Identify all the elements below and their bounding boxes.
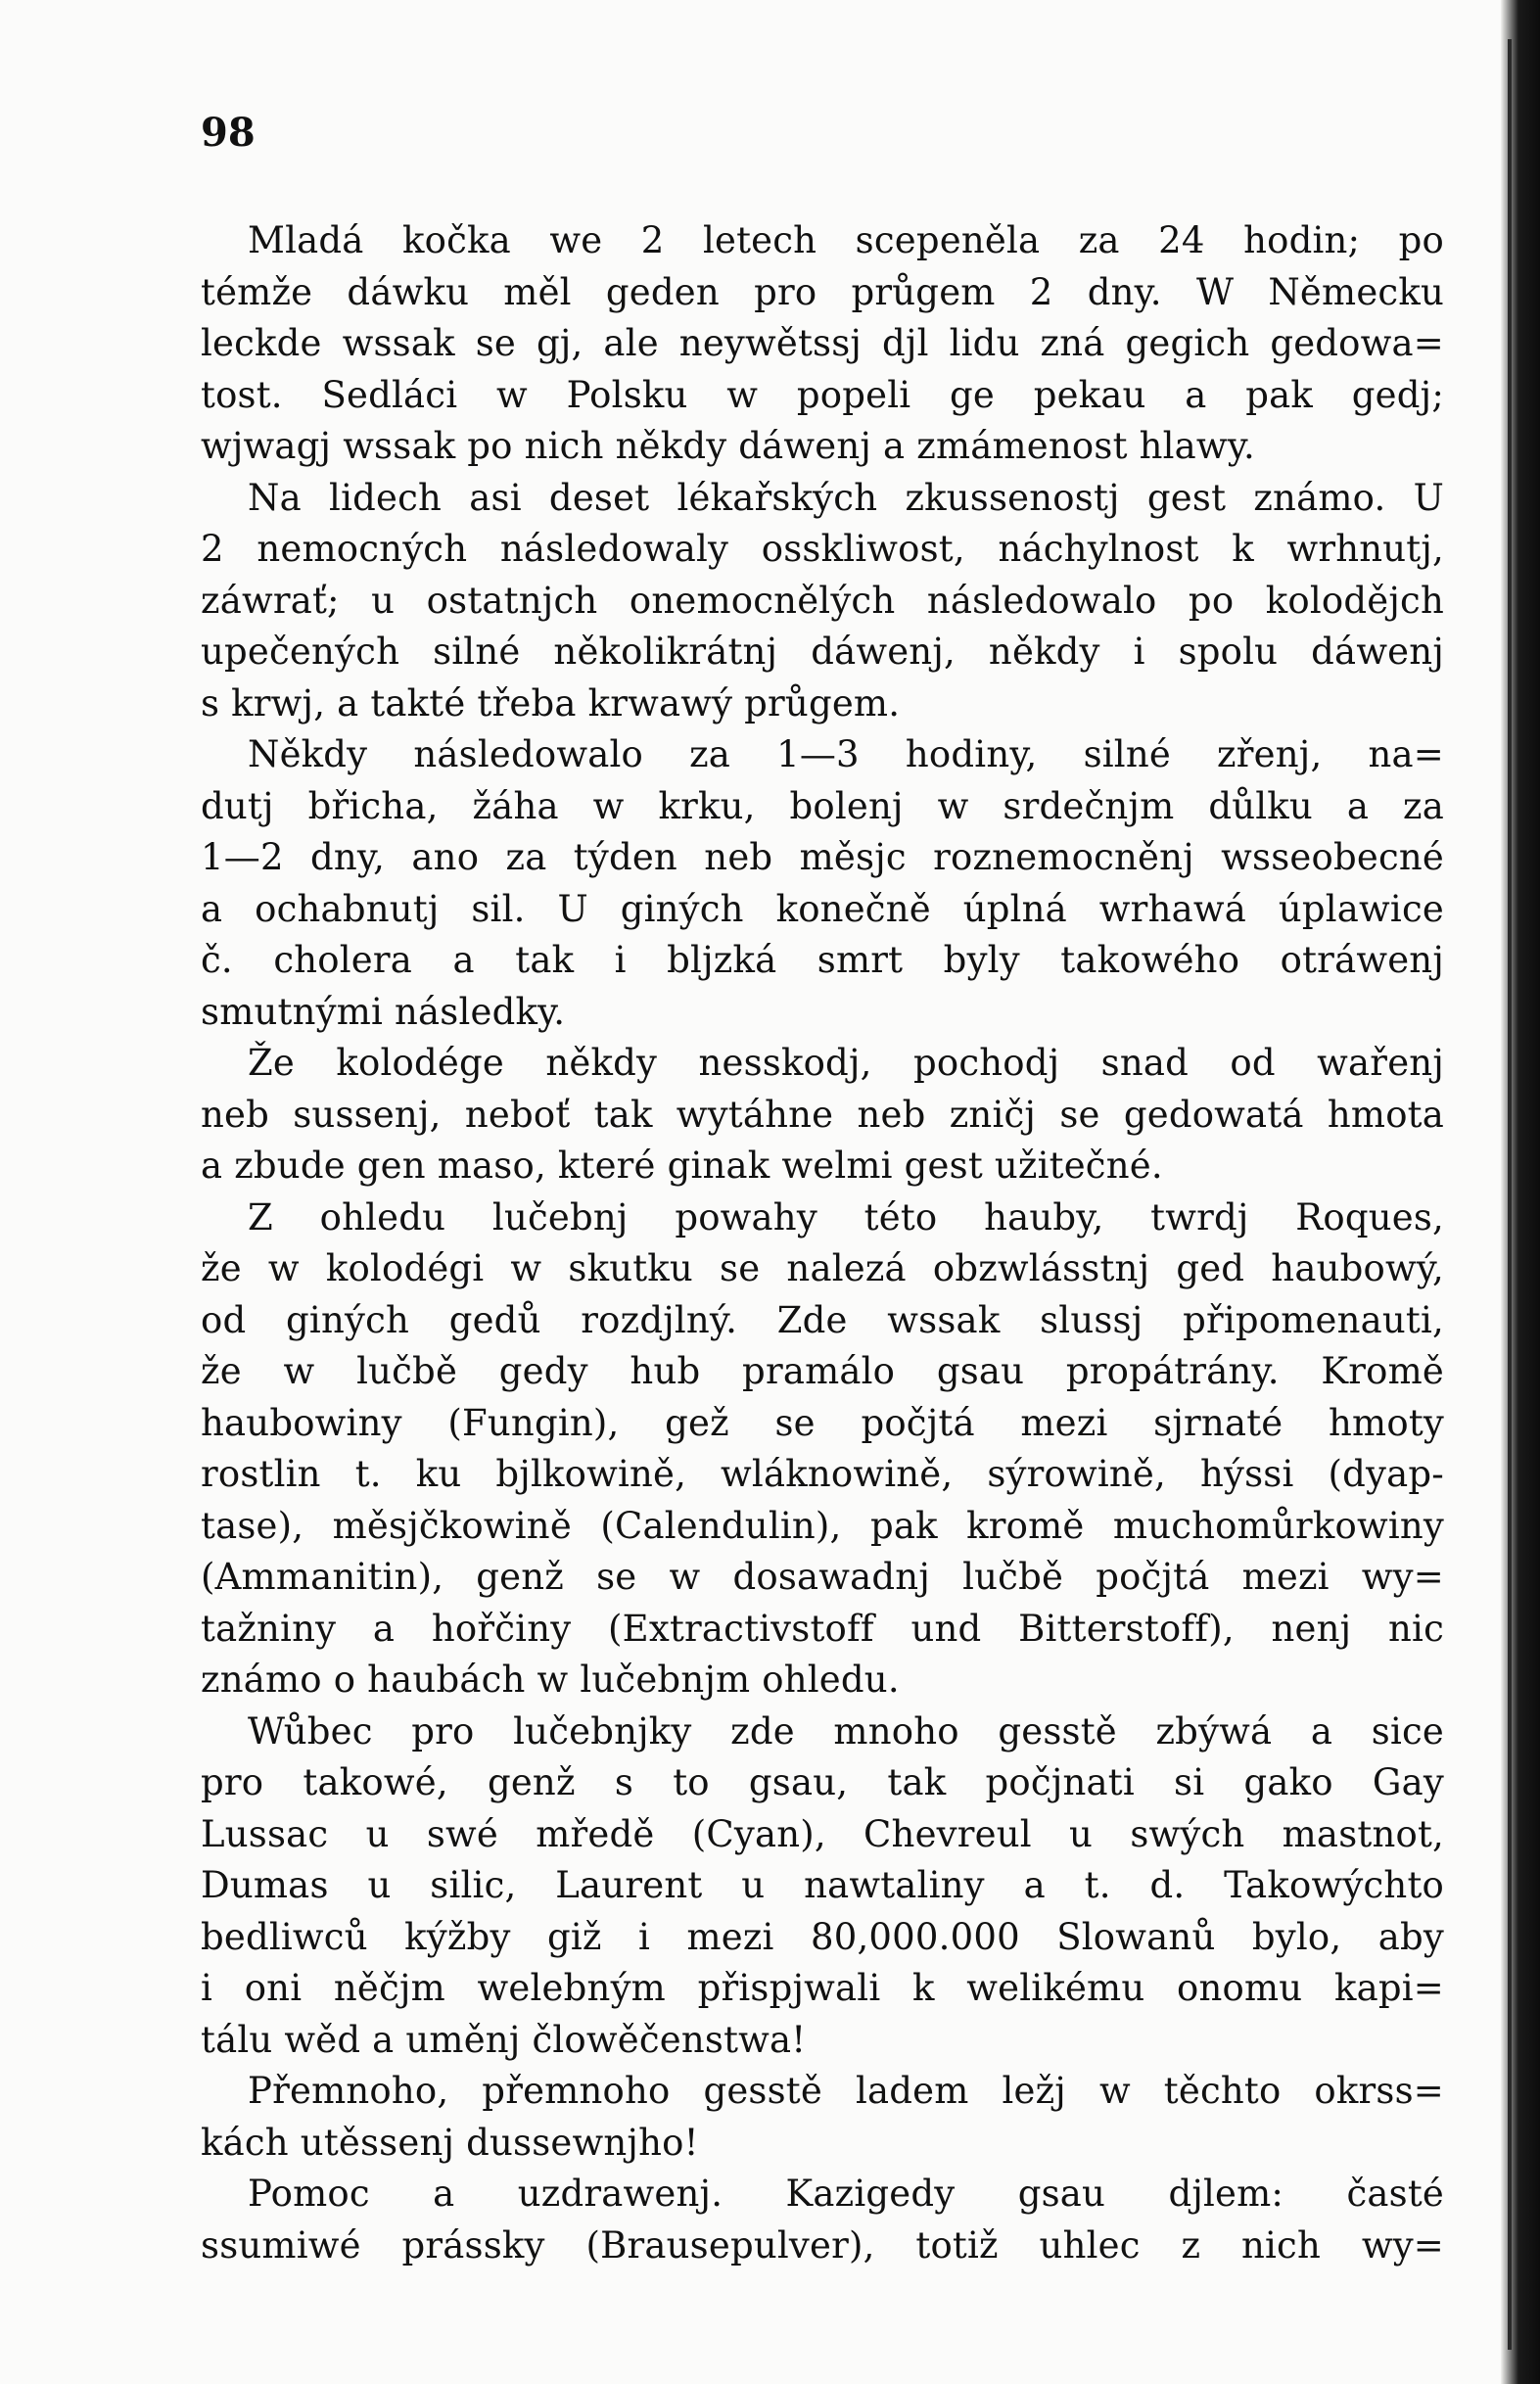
text-line: od giných gedů rozdjlný. Zde wssak slussj připomenauti, (201, 1298, 1444, 1341)
text-line: Lussac u swé mředě (Cyan), Chevreul u swých mastnot, (201, 1812, 1444, 1855)
text-line: Přemnoho, přemnoho gesstě ladem ležj w těchto okrss= (248, 2070, 1444, 2112)
text-line: pro takowé, genž s to gsau, tak počjnati si gako Gay (201, 1761, 1444, 1803)
text-line: ssumiwé prássky (Brausepulver), totiž uhlec z nich wy= (201, 2223, 1444, 2267)
page-edge-shadow (1501, 0, 1540, 2384)
text-line: (Ammanitin), genž se w dosawadnj lučbě počjtá mezi wy= (201, 1556, 1444, 1598)
text-line: záwrať; u ostatnjch onemocnělých následowalo po kolodějch (201, 579, 1444, 622)
text-line: 1—2 dny, ano za týden neb měsjc roznemocněnj wsseobecné (201, 836, 1444, 878)
text-line: rostlin t. ku bjlkowině, wláknowině, sýrowině, hýssi (dyap- (201, 1453, 1444, 1495)
text-line: Na lidech asi deset lékařských zkussenostj gest známo. U (248, 476, 1444, 519)
text-line: a ochabnutj sil. U giných konečně úplná wrhawá úplawice (201, 887, 1444, 930)
text-line: tost. Sedláci w Polsku w popeli ge pekau a pak gedj; (201, 373, 1444, 416)
text-line: upečených silné několikrátnj dáwenj, někdy i spolu dáwenj (201, 631, 1444, 673)
text-line: že w lučbě gedy hub pramálo gsau propátrány. Kromě (201, 1350, 1444, 1392)
body-text (201, 215, 1444, 2271)
text-line: bedliwců kýžby giž i mezi 80,000.000 Slowanů bylo, aby (201, 1915, 1444, 1958)
text-line: s krwj, a takté třeba krwawý průgem. (201, 681, 901, 725)
text-line: tase), měsjčkowině (Calendulin), pak kromě muchomůrkowiny (201, 1504, 1444, 1547)
text-line: že w kolodégi w skutku se nalezá obzwlásstnj ged haubowý, (201, 1247, 1444, 1289)
text-line: tálu wěd a uměnj člowěčenstwa! (201, 2018, 807, 2061)
text-line: tažniny a hořčiny (Extractivstoff und Bitterstoff), nenj nic (201, 1607, 1444, 1650)
text-line: Mladá kočka we 2 letech scepeněla za 24 hodin; po (248, 219, 1444, 261)
text-line: i oni něčjm welebným přispjwali k welikému onomu kapi= (201, 1967, 1444, 2009)
page-number: 98 (201, 110, 256, 156)
text-line: kách utěssenj dussewnjho! (201, 2121, 699, 2164)
text-line: haubowiny (Fungin), gež se počjtá mezi sjrnaté hmoty (201, 1401, 1444, 1444)
text-line: č. cholera a tak i blj​zká smrt byly takowého otráwenj (201, 939, 1444, 981)
text-line: témže dáwku měl geden pro průgem 2 dny. W Německu (201, 270, 1444, 313)
text-line: a zbude gen maso, které ginak welmi gest užitečné. (201, 1145, 1163, 1187)
text-line: leckde wssak se gj, ale neywětssj djl lidu zná gegich gedowa= (201, 322, 1444, 364)
text-line: smutnými následky. (201, 990, 566, 1033)
text-line: Wůbec pro lučebnjky zde mnoho gesstě zbýwá a sice (248, 1709, 1444, 1753)
text-line: Z ohledu lučebnj powahy této hauby, twrdj Roques, (248, 1195, 1444, 1239)
text-line: 2 nemocných následowaly osskliwost, náchylnost k wrhnutj, (201, 528, 1444, 570)
text-line: wjwagj wssak po nich někdy dáwenj a zmámenost hlawy. (201, 425, 1255, 467)
text-line: Pomoc a uzdrawenj. Kazigedy gsau djlem: časté (248, 2173, 1444, 2215)
text-line: Že kolodége někdy nesskodj, pochodj snad od wařenj (248, 1042, 1444, 1084)
text-line: dutj břicha, žáha w krku, bolenj w srdečnjm důlku a za (201, 784, 1444, 827)
text-line: Dumas u silic, Laurent u nawtaliny a t. d. Takowýchto (201, 1864, 1444, 1906)
text-line: Někdy následowalo za 1—3 hodiny, silné zřenj, na= (248, 733, 1444, 775)
text-line: neb sussenj, neboť tak wytáhne neb zničj se gedowatá hmota (201, 1093, 1444, 1136)
margin-rule (1508, 39, 1512, 2350)
text-line: známo o haubách w lučebnjm ohledu. (201, 1659, 900, 1701)
